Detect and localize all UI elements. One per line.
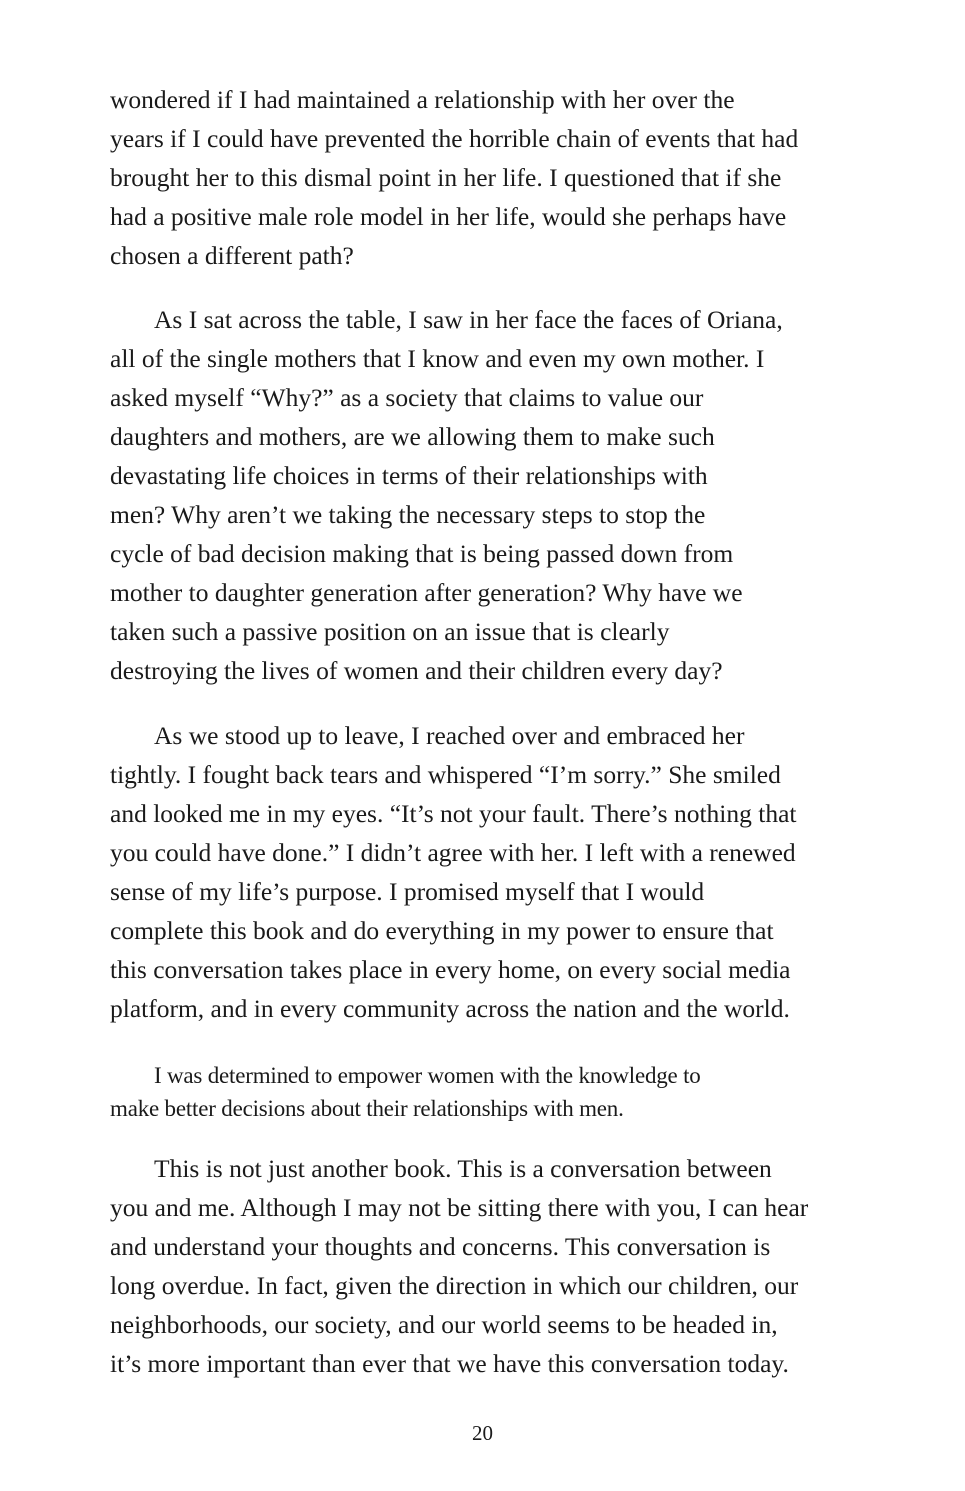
paragraph-2-line: As I sat across the table, I saw in her face the faces of Oriana, (154, 305, 783, 334)
paragraph-3-line: complete this book and do everything in my power to ensure that (110, 916, 774, 945)
paragraph-5-line: This is not just another book. This is a conversation between (154, 1154, 772, 1183)
paragraph-5-line: it’s more important than ever that we have this conversation today. (110, 1349, 789, 1378)
paragraph-2-line: mother to daughter generation after generation? Why have we (110, 578, 743, 607)
paragraph-3-line: platform, and in every community across the nation and the world. (110, 994, 790, 1023)
paragraph-1-line: years if I could have prevented the horrible chain of events that had (110, 124, 799, 153)
paragraph-4-line: make better decisions about their relationships with men. (110, 1096, 624, 1121)
paragraph-3-line: and looked me in my eyes. “It’s not your fault. There’s nothing that (110, 799, 797, 828)
paragraph-2-line: daughters and mothers, are we allowing them to make such (110, 422, 715, 451)
paragraph-2-line: men? Why aren’t we taking the necessary steps to stop the (110, 500, 706, 529)
paragraph-2-line: taken such a passive position on an issue that is clearly (110, 617, 670, 646)
paragraph-1-line: brought her to this dismal point in her life. I questioned that if she (110, 163, 782, 192)
paragraph-1-line: had a positive male role model in her life, would she perhaps have (110, 202, 787, 231)
paragraph-1-line: chosen a different path? (110, 241, 354, 270)
paragraph-5-line: long overdue. In fact, given the direction in which our children, our (110, 1271, 799, 1300)
paragraph-2-line: devastating life choices in terms of their relationships with (110, 461, 708, 490)
paragraph-3-line: sense of my life’s purpose. I promised myself that I would (110, 877, 705, 906)
paragraph-5-line: and understand your thoughts and concerns. This conversation is (110, 1232, 771, 1261)
paragraph-3-line: you could have done.” I didn’t agree with her. I left with a renewed (110, 838, 796, 867)
paragraph-2-line: cycle of bad decision making that is being passed down from (110, 539, 734, 568)
paragraph-5-line: neighborhoods, our society, and our world seems to be headed in, (110, 1310, 778, 1339)
page-number: 20 (472, 1421, 493, 1445)
paragraph-2-line: all of the single mothers that I know and even my own mother. I (110, 344, 765, 373)
paragraph-2-line: asked myself “Why?” as a society that claims to value our (110, 383, 704, 412)
paragraph-5-line: you and me. Although I may not be sitting there with you, I can hear (110, 1193, 809, 1222)
paragraph-3-line: this conversation takes place in every home, on every social media (110, 955, 791, 984)
paragraph-2-line: destroying the lives of women and their children every day? (110, 656, 723, 685)
paragraph-1-line: wondered if I had maintained a relationship with her over the (110, 85, 735, 114)
paragraph-3-line: As we stood up to leave, I reached over and embraced her (154, 721, 745, 750)
paragraph-4-line: I was determined to empower women with the knowledge to (154, 1063, 701, 1088)
paragraph-3-line: tightly. I fought back tears and whispered “I’m sorry.” She smiled (110, 760, 781, 789)
